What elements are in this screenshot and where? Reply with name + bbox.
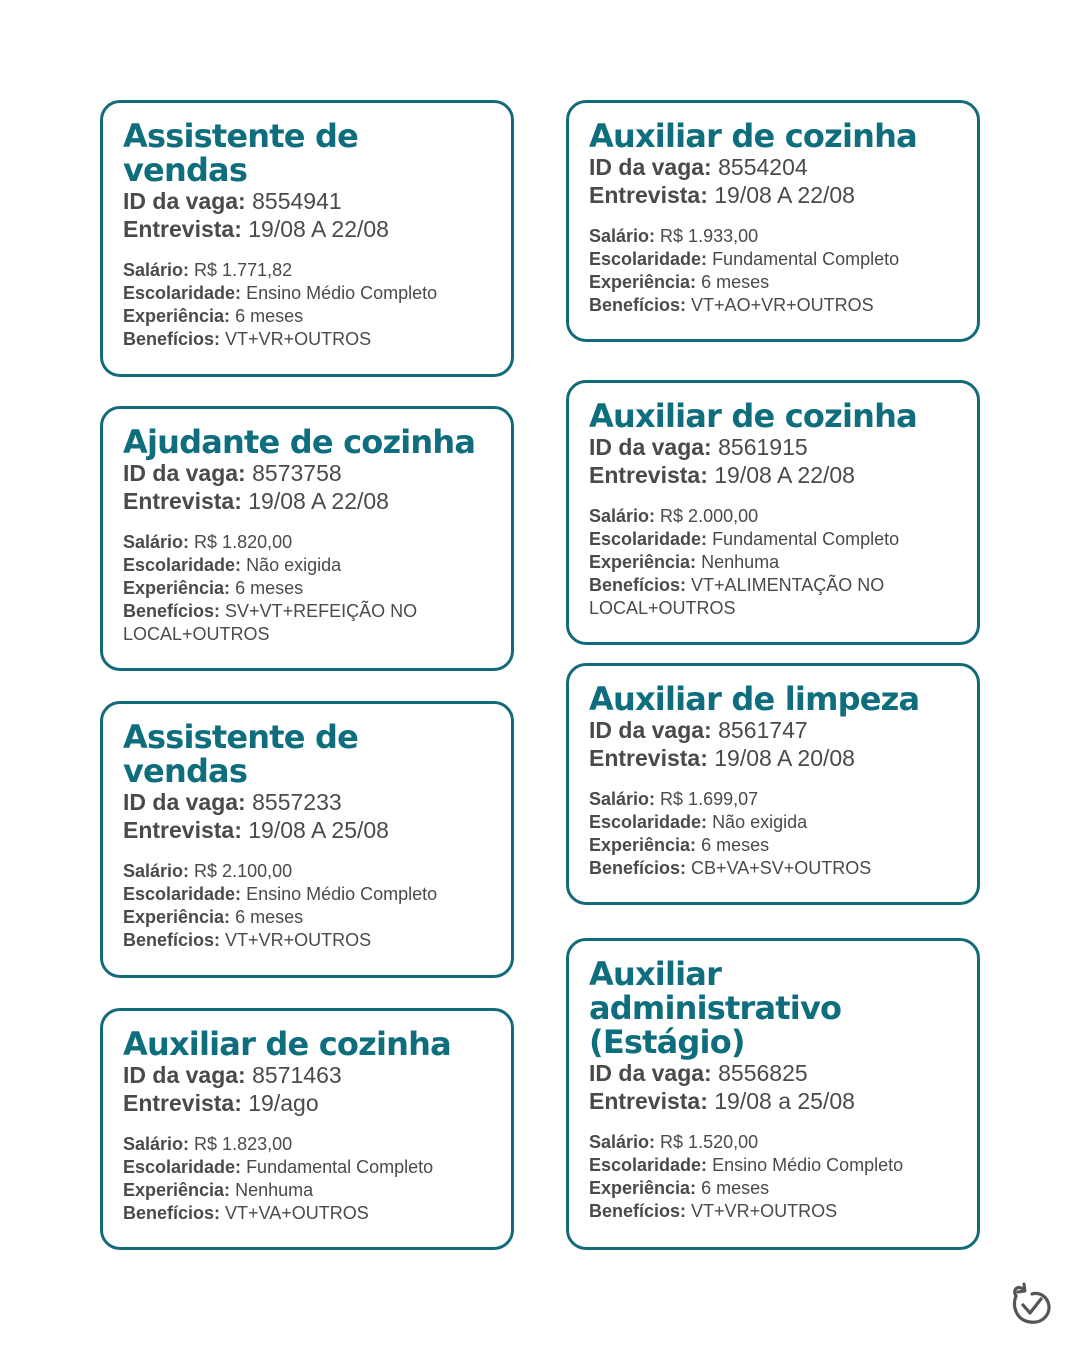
job-id-line — [589, 153, 959, 181]
education-label: Escolaridade: — [589, 529, 708, 549]
job-title: Auxiliar de cozinha — [589, 117, 917, 155]
interview-value: 19/08 A 20/08 — [714, 745, 855, 771]
education-label: Escolaridade: — [589, 249, 708, 269]
interview-line — [123, 487, 493, 515]
interview-line — [589, 181, 959, 209]
job-id-line — [589, 716, 959, 744]
job-id-line — [123, 187, 493, 215]
benefits-label: Benefícios: — [589, 1201, 687, 1221]
job-card — [100, 1008, 514, 1250]
salary-line — [589, 788, 959, 811]
salary-line — [589, 225, 959, 248]
job-id-value: 8571463 — [252, 1062, 342, 1088]
education-value: Não exigida — [712, 812, 808, 832]
salary-value: R$ 2.000,00 — [660, 506, 759, 526]
benefits-label: Benefícios: — [123, 601, 221, 621]
interview-label: Entrevista: — [589, 182, 708, 208]
experience-label: Experiência: — [123, 306, 231, 326]
salary-value: R$ 1.820,00 — [194, 532, 293, 552]
interview-label: Entrevista: — [123, 216, 242, 242]
salary-line — [589, 505, 959, 528]
experience-value: Nenhuma — [235, 1180, 314, 1200]
job-id-value: 8554941 — [252, 188, 342, 214]
education-line — [123, 883, 493, 906]
benefits-value: VT+VR+OUTROS — [691, 1201, 838, 1221]
experience-line — [123, 1179, 493, 1202]
benefits-line — [123, 1202, 493, 1225]
education-label: Escolaridade: — [123, 884, 242, 904]
experience-label: Experiência: — [123, 578, 231, 598]
education-line — [123, 1156, 493, 1179]
benefits-label: Benefícios: — [589, 858, 687, 878]
interview-value: 19/08 A 25/08 — [248, 817, 389, 843]
job-id-value: 8573758 — [252, 460, 342, 486]
salary-line — [123, 1133, 493, 1156]
interview-line — [123, 1089, 493, 1117]
experience-line — [123, 577, 493, 600]
job-id-value: 8561915 — [718, 434, 808, 460]
job-title: Assistente de vendas — [123, 117, 359, 189]
experience-value: 6 meses — [701, 1178, 770, 1198]
education-value: Fundamental Completo — [246, 1157, 434, 1177]
interview-label: Entrevista: — [123, 817, 242, 843]
job-title: Ajudante de cozinha — [123, 423, 476, 461]
interview-line — [123, 816, 493, 844]
experience-label: Experiência: — [589, 272, 697, 292]
salary-line — [123, 860, 493, 883]
salary-label: Salário: — [123, 532, 190, 552]
salary-value: R$ 1.771,82 — [194, 260, 293, 280]
interview-label: Entrevista: — [123, 488, 242, 514]
interview-value: 19/ago — [248, 1090, 319, 1116]
experience-label: Experiência: — [123, 1180, 231, 1200]
benefits-line — [589, 294, 959, 317]
job-id-value: 8554204 — [718, 154, 808, 180]
education-value: Não exigida — [246, 555, 342, 575]
education-line — [589, 248, 959, 271]
experience-label: Experiência: — [589, 552, 697, 572]
job-details — [589, 225, 959, 317]
job-card — [100, 406, 514, 671]
job-title: Auxiliar de cozinha — [123, 1025, 451, 1063]
job-title: Assistente de vendas — [123, 718, 359, 790]
job-title: Auxiliar de cozinha — [589, 397, 917, 435]
job-id-label: ID da vaga: — [123, 460, 246, 486]
benefits-value: SV+VT+REFEIÇÃO NO LOCAL+OUTROS — [123, 601, 418, 644]
job-id-label: ID da vaga: — [123, 789, 246, 815]
brand-logo-icon — [1010, 1280, 1054, 1328]
salary-line — [123, 531, 493, 554]
job-id-value: 8557233 — [252, 789, 342, 815]
salary-value: R$ 2.100,00 — [194, 861, 293, 881]
salary-value: R$ 1.520,00 — [660, 1132, 759, 1152]
job-id-line — [589, 433, 959, 461]
education-label: Escolaridade: — [589, 1155, 708, 1175]
experience-value: 6 meses — [235, 306, 304, 326]
job-card — [566, 663, 980, 905]
interview-line — [589, 461, 959, 489]
job-id-label: ID da vaga: — [589, 717, 712, 743]
job-id-value: 8556825 — [718, 1060, 808, 1086]
benefits-label: Benefícios: — [123, 1203, 221, 1223]
interview-label: Entrevista: — [123, 1090, 242, 1116]
job-title: Auxiliar de limpeza — [589, 680, 920, 718]
education-value: Ensino Médio Completo — [712, 1155, 904, 1175]
job-details — [589, 1131, 959, 1223]
job-id-label: ID da vaga: — [123, 1062, 246, 1088]
interview-value: 19/08 a 25/08 — [714, 1088, 855, 1114]
education-label: Escolaridade: — [123, 283, 242, 303]
job-card — [566, 938, 980, 1250]
job-title: Auxiliar administrativo (Estágio) — [589, 955, 842, 1061]
interview-label: Entrevista: — [589, 745, 708, 771]
salary-label: Salário: — [123, 1134, 190, 1154]
benefits-label: Benefícios: — [123, 329, 221, 349]
benefits-line — [123, 328, 493, 351]
experience-label: Experiência: — [123, 907, 231, 927]
salary-label: Salário: — [589, 506, 656, 526]
education-value: Ensino Médio Completo — [246, 884, 438, 904]
education-line — [589, 811, 959, 834]
job-card — [566, 100, 980, 342]
job-card — [100, 100, 514, 377]
benefits-value: VT+VA+OUTROS — [225, 1203, 369, 1223]
interview-line — [123, 215, 493, 243]
education-line — [123, 282, 493, 305]
education-label: Escolaridade: — [589, 812, 708, 832]
job-details — [123, 1133, 493, 1225]
job-card — [100, 701, 514, 978]
education-line — [123, 554, 493, 577]
job-id-line — [123, 459, 493, 487]
benefits-line — [123, 929, 493, 952]
job-id-label: ID da vaga: — [589, 154, 712, 180]
salary-label: Salário: — [123, 260, 190, 280]
benefits-line — [589, 857, 959, 880]
experience-line — [589, 1177, 959, 1200]
benefits-line — [589, 574, 929, 620]
education-value: Fundamental Completo — [712, 529, 900, 549]
job-id-label: ID da vaga: — [589, 1060, 712, 1086]
experience-line — [589, 834, 959, 857]
benefits-value: CB+VA+SV+OUTROS — [691, 858, 872, 878]
salary-label: Salário: — [123, 861, 190, 881]
experience-line — [589, 551, 959, 574]
job-id-value: 8561747 — [718, 717, 808, 743]
interview-value: 19/08 A 22/08 — [248, 216, 389, 242]
job-id-line — [123, 788, 493, 816]
benefits-value: VT+VR+OUTROS — [225, 930, 372, 950]
interview-value: 19/08 A 22/08 — [248, 488, 389, 514]
job-details — [123, 860, 493, 952]
interview-value: 19/08 A 22/08 — [714, 462, 855, 488]
benefits-line — [589, 1200, 959, 1223]
job-card — [566, 380, 980, 645]
experience-label: Experiência: — [589, 835, 697, 855]
education-line — [589, 528, 959, 551]
job-id-line — [589, 1059, 959, 1087]
benefits-label: Benefícios: — [589, 295, 687, 315]
experience-value: 6 meses — [235, 907, 304, 927]
experience-label: Experiência: — [589, 1178, 697, 1198]
salary-label: Salário: — [589, 226, 656, 246]
education-value: Ensino Médio Completo — [246, 283, 438, 303]
interview-value: 19/08 A 22/08 — [714, 182, 855, 208]
benefits-value: VT+AO+VR+OUTROS — [691, 295, 874, 315]
salary-value: R$ 1.699,07 — [660, 789, 759, 809]
benefits-line — [123, 600, 463, 646]
education-line — [589, 1154, 959, 1177]
interview-line — [589, 744, 959, 772]
job-details — [123, 259, 493, 351]
job-id-label: ID da vaga: — [589, 434, 712, 460]
benefits-value: VT+VR+OUTROS — [225, 329, 372, 349]
experience-value: 6 meses — [235, 578, 304, 598]
experience-value: 6 meses — [701, 835, 770, 855]
salary-line — [589, 1131, 959, 1154]
interview-label: Entrevista: — [589, 1088, 708, 1114]
experience-line — [123, 305, 493, 328]
education-label: Escolaridade: — [123, 555, 242, 575]
salary-value: R$ 1.823,00 — [194, 1134, 293, 1154]
benefits-value: VT+ALIMENTAÇÃO NO LOCAL+OUTROS — [589, 575, 885, 618]
salary-label: Salário: — [589, 789, 656, 809]
interview-line — [589, 1087, 959, 1115]
salary-line — [123, 259, 493, 282]
experience-value: Nenhuma — [701, 552, 780, 572]
salary-label: Salário: — [589, 1132, 656, 1152]
salary-value: R$ 1.933,00 — [660, 226, 759, 246]
education-label: Escolaridade: — [123, 1157, 242, 1177]
job-id-line — [123, 1061, 493, 1089]
job-id-label: ID da vaga: — [123, 188, 246, 214]
experience-line — [589, 271, 959, 294]
benefits-label: Benefícios: — [589, 575, 687, 595]
job-details — [123, 531, 493, 646]
experience-line — [123, 906, 493, 929]
job-details — [589, 505, 959, 620]
experience-value: 6 meses — [701, 272, 770, 292]
education-value: Fundamental Completo — [712, 249, 900, 269]
job-details — [589, 788, 959, 880]
benefits-label: Benefícios: — [123, 930, 221, 950]
interview-label: Entrevista: — [589, 462, 708, 488]
